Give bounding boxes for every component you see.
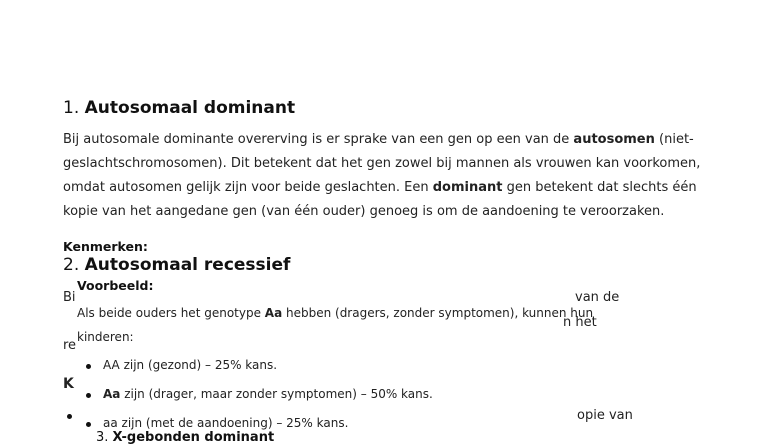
text-span: zijn (drager, maar zonder symptomen) – 50% kans. [120,387,433,401]
text-span: (niet- [654,132,694,147]
text-span: gen betekent dat slechts één [502,180,697,195]
section1-line-3 [63,176,697,200]
bold-span: Aa [264,306,283,320]
section3-number: 3. [96,430,109,445]
bold-span: autosomen [573,132,655,147]
text-span: zijn (met de aandoening) – 25% kans. [117,416,349,430]
section2-partial-right-3: opie van [577,408,633,423]
list-item [103,387,433,401]
list-bullet [86,422,91,427]
section1-line-1 [63,128,694,152]
section2-partial-left-1: Bi [63,290,76,305]
genotype-text: AA [103,358,120,372]
section3-heading [96,430,274,445]
section2-partial-right-1: van de [575,290,620,305]
list-bullet [86,393,91,398]
text-span: Bij autosomale dominante overerving is er sprake van een gen op een van de [63,132,574,147]
section1-title: Autosomaal dominant [84,98,296,118]
section1-heading [63,98,295,118]
genotype-text: Aa [103,387,121,401]
voorbeeld-intro-line-2: kinderen: [77,330,134,344]
voorbeeld-intro-line-1 [77,306,593,320]
section2-partial-left-3: K [63,376,74,392]
section2-partial-right-2: n het [563,315,597,330]
section3-title: X-gebonden dominant [112,430,275,445]
voorbeeld-label: Voorbeeld: [77,278,154,293]
bold-span: dominant [432,180,503,195]
list-bullet [86,364,91,369]
text-span: hebben (dragers, zonder symptomen), kunnen hun [282,306,594,320]
section1-number: 1. [63,98,80,118]
text-span: Als beide ouders het genotype [77,306,265,320]
section2-partial-left-2: re [63,338,77,353]
section2-number: 2. [63,255,80,275]
text-span: omdat autosomen gelijk zijn voor beide geslachten. Een [63,180,433,195]
text-span: zijn (gezond) – 25% kans. [119,358,278,372]
section2-title: Autosomaal recessief [84,255,291,275]
kenmerken-label: Kenmerken: [63,239,148,254]
list-item [103,358,277,372]
section1-line-4: kopie van het aangedane gen (van één ouder) genoeg is om de aandoening te veroorzaken. [63,204,665,219]
section1-line-2: geslachtschromosomen). Dit betekent dat het gen zowel bij mannen als vrouwen kan voorkomen, [63,156,701,171]
list-item [103,416,348,430]
genotype-text: aa [103,416,118,430]
